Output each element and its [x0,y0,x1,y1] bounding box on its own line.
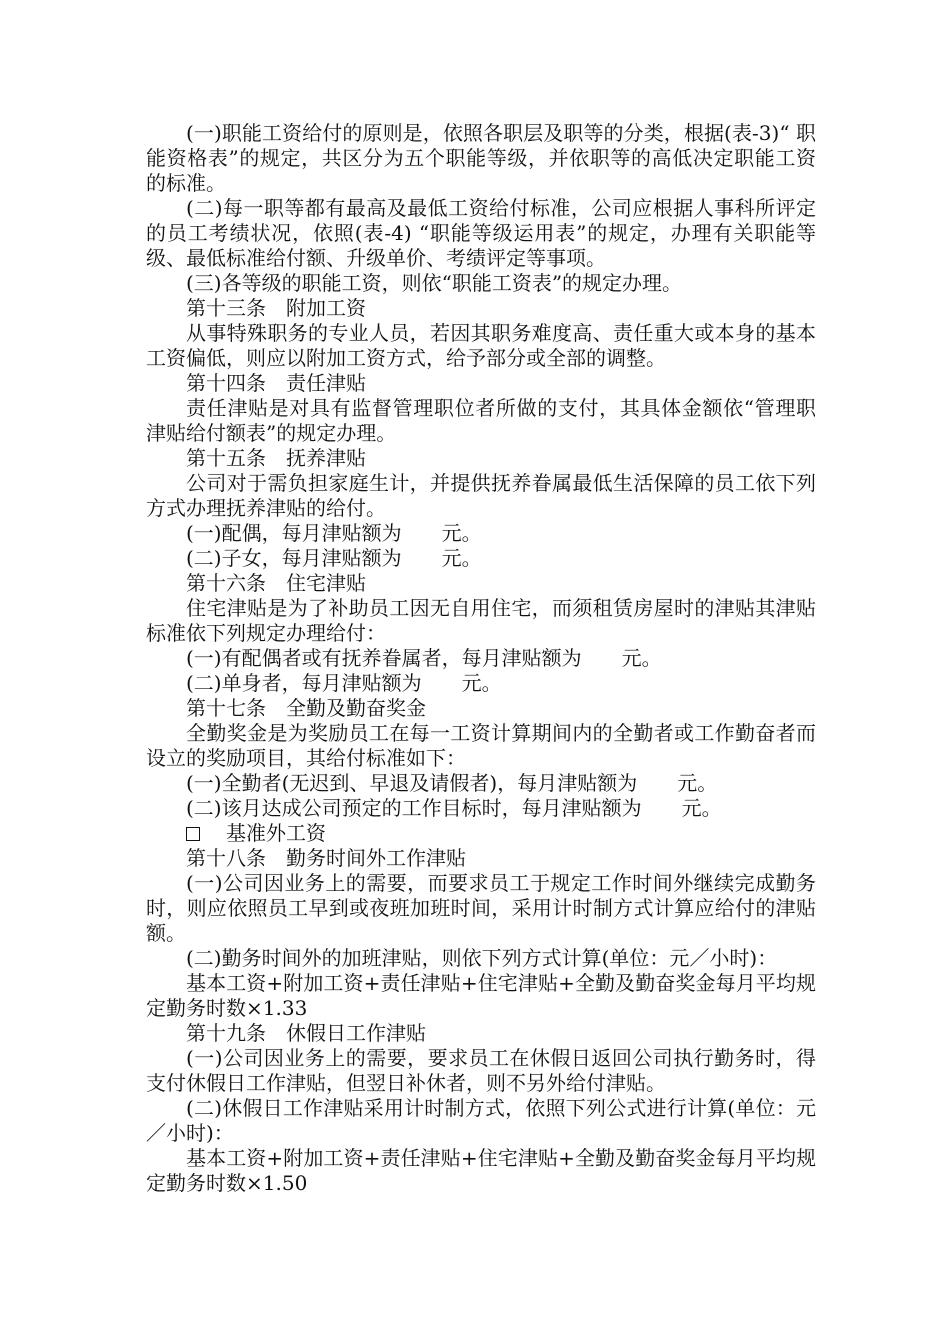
document-body [146,121,816,1196]
section-heading-label: 基准外工资 [226,821,326,845]
paragraph-1: (一)职能工资给付的原则是，依照各职层及职等的分类，根据(表-3)“ 职能资格表”的规定，共区分为五个职能等级，并依职等的高低决定职能工资的标准。 [146,121,816,195]
article-18-heading: 第十八条 勤务时间外工作津贴 [186,846,466,870]
paragraph-8: (二)子女，每月津贴额为 元。 [186,546,482,570]
paragraph-10: (一)有配偶者或有抚养眷属者，每月津贴额为 元。 [186,646,662,670]
article-13-heading: 第十三条 附加工资 [186,296,366,320]
paragraph-16: (二)勤务时间外的加班津贴，则依下列方式计算(单位：元／小时)： [186,946,778,970]
paragraph-12: 全勤奖金是为奖励员工在每一工资计算期间内的全勤者或工作勤奋者而设立的奖励项目，其给付标准如下： [146,721,816,770]
article-15-heading: 第十五条 抚养津贴 [186,446,366,470]
section-heading-non-base-wage [146,821,816,846]
paragraph-13: (一)全勤者(无迟到、早退及请假者)，每月津贴额为 元。 [186,771,718,795]
paragraph-9: 住宅津贴是为了补助员工因无自用住宅，而须租赁房屋时的津贴其津贴标准依下列规定办理给付： [146,596,816,645]
article-19-heading: 第十九条 休假日工作津贴 [186,1021,426,1045]
paragraph-15: (一)公司因业务上的需要，而要求员工于规定工作时间外继续完成勤务时，则应依照员工早到或夜班加班时间，采用计时制方式计算应给付的津贴额。 [146,871,816,945]
formula-overtime: 基本工资+附加工资+责任津贴+住宅津贴+全勤及勤奋奖金每月平均规定勤务时数×1.33 [146,971,816,1020]
paragraph-4: 从事特殊职务的专业人员，若因其职务难度高、责任重大或本身的基本工资偏低，则应以附加工资方式，给予部分或全部的调整。 [146,321,816,370]
paragraph-17: (一)公司因业务上的需要，要求员工在休假日返回公司执行勤务时，得支付休假日工作津贴，但翌日补休者，则不另外给付津贴。 [146,1046,816,1095]
checkbox-square-icon [186,827,200,841]
article-16-heading: 第十六条 住宅津贴 [186,571,366,595]
article-14-heading: 第十四条 责任津贴 [186,371,366,395]
paragraph-18: (二)休假日工作津贴采用计时制方式，依照下列公式进行计算(单位：元／小时)： [146,1096,816,1145]
paragraph-6: 公司对于需负担家庭生计，并提供抚养眷属最低生活保障的员工依下列方式办理抚养津贴的给付。 [146,471,816,520]
formula-holiday: 基本工资+附加工资+责任津贴+住宅津贴+全勤及勤奋奖金每月平均规定勤务时数×1.50 [146,1146,816,1195]
paragraph-3: (三)各等级的职能工资，则依“职能工资表”的规定办理。 [186,271,683,295]
paragraph-2: (二)每一职等都有最高及最低工资给付标准，公司应根据人事科所评定的员工考绩状况，依照(表-4) “职能等级运用表”的规定，办理有关职能等级、最低标准给付额、升级单价、考绩评定等事项。 [146,196,816,270]
paragraph-14: (二)该月达成公司预定的工作目标时，每月津贴额为 元。 [186,796,722,820]
paragraph-11: (二)单身者，每月津贴额为 元。 [186,671,502,695]
paragraph-7: (一)配偶，每月津贴额为 元。 [186,521,482,545]
article-17-heading: 第十七条 全勤及勤奋奖金 [186,696,426,720]
paragraph-5: 责任津贴是对具有监督管理职位者所做的支付，其具体金额依“管理职津贴给付额表”的规定办理。 [146,396,816,445]
